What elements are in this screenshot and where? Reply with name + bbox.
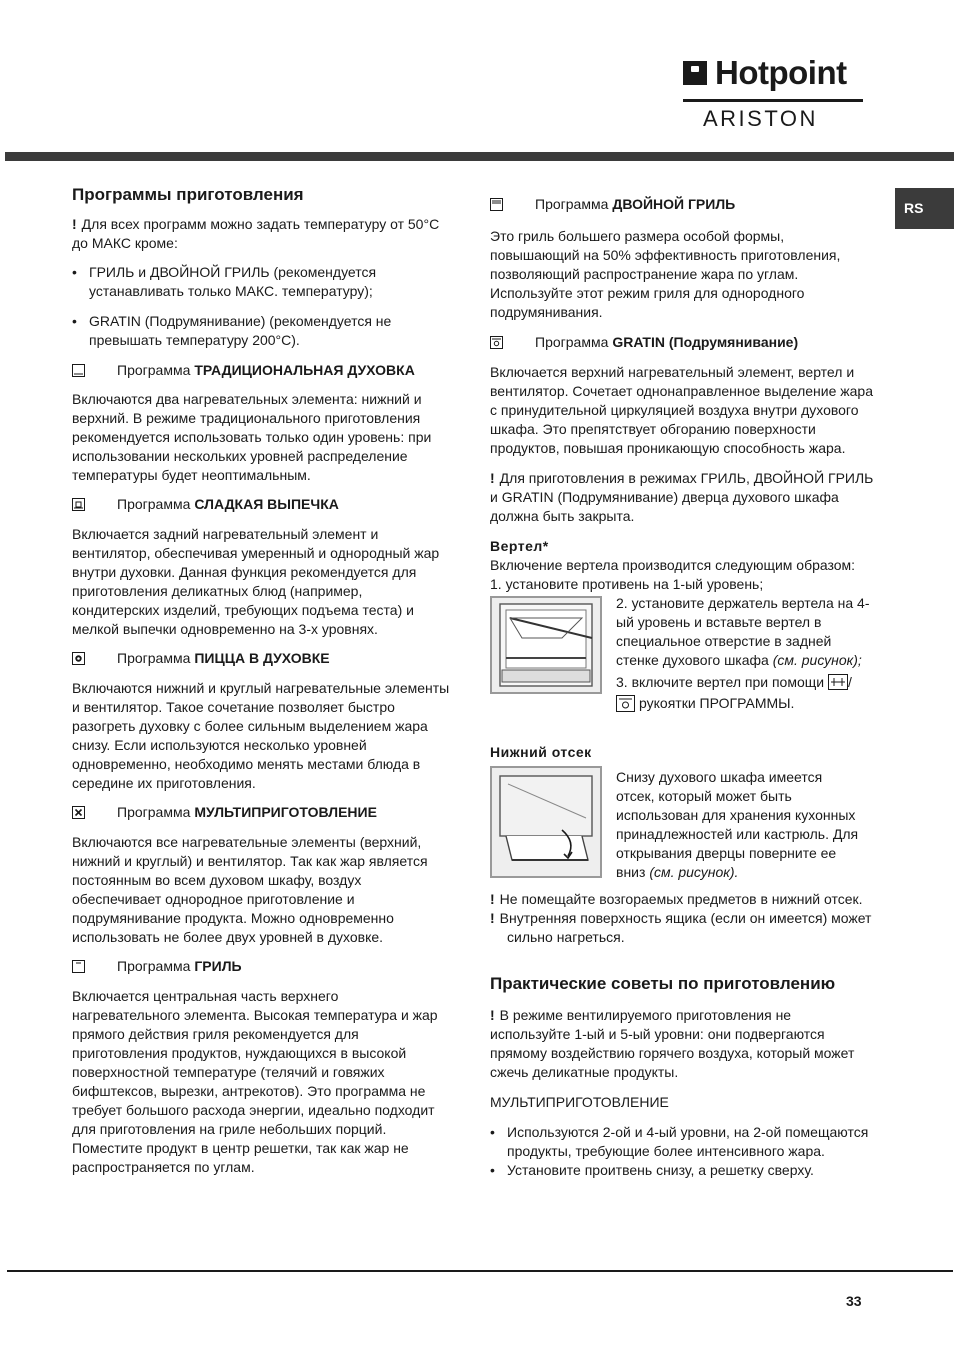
brand-name: Hotpoint <box>715 54 847 91</box>
page-number: 33 <box>846 1293 862 1309</box>
tips-list <box>490 1123 875 1180</box>
spit-step-2-line: специальное отверстие в задней <box>616 633 832 649</box>
spit-step-2-line: ый уровень и вставьте вертел в <box>616 614 822 630</box>
program-heading-pastry: Программа СЛАДКАЯ ВЫПЕЧКА <box>72 495 450 514</box>
gratin-icon <box>490 336 503 349</box>
note-drawer-hot: ! Внутренняя поверхность ящика (если он имеется) может сильно нагреться. <box>490 910 872 945</box>
logo-divider <box>683 99 863 102</box>
drawer-line: использован для хранения кухонных <box>616 807 856 823</box>
note-ventilated: ! В режиме вентилируемого приготовления не используйте 1-ый и 5-ый уровни: они подвергаются прямому воздействию горячего воздуха, который может сжечь деликатные продукты. <box>490 1007 855 1080</box>
program-text-pastry: Включается задний нагревательный элемент и вентилятор, обеспечивая умеренный и однородный жар внутри духовки. Данная функция рекомендуется для приготовления деликатных блюд (например, кондитерских изделий, требующих подъема теста) и мелкой выпечки одновременно на 3-х уровнях. <box>72 526 440 637</box>
drawer-line: вниз (см. рисунок). <box>616 864 739 880</box>
spit-intro: Включение вертела производится следующим образом: <box>490 557 856 573</box>
program-text-double-grill: Это гриль большего размера особой формы, повышающий на 50% эффективность приготовления, позволяющий распространение жара по углам. Используйте этот режим гриля для однородного подрумянивания. <box>490 228 841 320</box>
left-column <box>72 184 450 1177</box>
list-item: • Используются 2-ой и 4-ый уровни, на 2-ой помещаются продукты, требующие более интенсивного жара. <box>490 1123 875 1161</box>
section-title-programs: Программы приготовления <box>72 185 304 204</box>
right-column <box>490 195 875 1180</box>
program-heading-double-grill: Программа ДВОЙНОЙ ГРИЛЬ <box>490 195 875 214</box>
note-door-closed: ! Для приготовления в режимах ГРИЛЬ, ДВОЙНОЙ ГРИЛЬ и GRATIN (Подрумянивание) дверца духового шкафа должна быть закрыта. <box>490 470 874 524</box>
spit-steps <box>616 594 876 713</box>
spit-icon <box>828 674 848 690</box>
pizza-icon <box>72 652 85 665</box>
drawer-text <box>616 768 876 882</box>
list-item: • Установите проитвень снизу, а решетку сверху. <box>490 1161 875 1180</box>
double-grill-icon <box>490 198 503 211</box>
drawer-figure <box>490 766 602 878</box>
drawer-line: принадлежностей или кастрюль. Для <box>616 826 859 842</box>
program-text-traditional: Включаются два нагревательных элемента: нижний и верхний. В режиме традиционального приготовления рекомендуется использовать только один уровень: при использовании нескольких уровней распределение температуры будет неоптимальным. <box>72 391 432 483</box>
footer-rule <box>7 1270 953 1272</box>
spit-step-1: 1. установите противень на 1-ый уровень; <box>490 576 764 592</box>
note-drawer-flammable: ! Не помещайте возгораемых предметов в нижний отсек. <box>490 891 863 907</box>
drawer-section <box>490 764 875 890</box>
drawer-line: отсек, который может быть <box>616 788 792 804</box>
gratin-knob-icon <box>616 695 635 712</box>
spit-step-2-line: 2. установите держатель вертела на 4- <box>616 595 870 611</box>
list-item: • ГРИЛЬ и ДВОЙНОЙ ГРИЛЬ (рекомендуется устанавливать только МАКС. температуру); <box>72 263 450 301</box>
program-heading-gratin: Программа GRATIN (Подрумянивание) <box>490 333 875 352</box>
program-text-multicooking: Включаются все нагревательные элементы (верхний, нижний и круглый) и вентилятор. Так как жар является постоянным во всем духовом шкафу, воздух обеспечивает однородное приготовление и подрумянивание продукта. Можно одновременно использовать не более двух уровней в духовке. <box>72 834 428 945</box>
list-item: • GRATIN (Подрумянивание) (рекомендуется не превышать температуру 200°С). <box>72 312 450 350</box>
spit-title: Вертел* <box>490 538 549 554</box>
program-text-grill: Включается центральная часть верхнего нагревательного элемента. Высокая температура и жар прямого действия гриля рекомендуется для приготовления продуктов, нуждающихся в высокой поверхностной температуре (телячий и говяжих бифштексов, вырезки, антрекотов). Это программа не требует большого расхода энергии, идеально подходит для приготовления на гриле небольших порций. Поместите продукт в центр решетки, так как жар не распространяется по углам. <box>72 988 438 1175</box>
section-title-tips: Практические советы по приготовлению <box>490 974 836 993</box>
header-bar <box>5 152 954 161</box>
note-temperature: ! Для всех программ можно задать температуру от 50°С до МАКС кроме: <box>72 216 440 251</box>
program-heading-pizza: Программа ПИЦЦА В ДУХОВКЕ <box>72 649 450 668</box>
program-text-pizza: Включаются нижний и круглый нагревательные элементы и вентилятор. Такое сочетание позволяет быстро разогреть духовку с более сильным выделением жара снизу. Если используются несколько уровней одновременно, необходимо менять местами блюда в середине их приготовления. <box>72 680 450 791</box>
logo-mark-icon <box>683 61 707 85</box>
program-text-gratin: Включается верхний нагревательный элемент, вертел и вентилятор. Сочетает однонаправленное выделение жара с принудительной циркуляцией воздуха внутри духового шкафа. Это препятствует обгоранию поверхности продуктов, повышая проникающую способность жара. <box>490 364 873 456</box>
program-heading-multicooking: Программа МУЛЬТИПРИГОТОВЛЕНИЕ <box>72 803 450 822</box>
brand-subname: ARISTON <box>703 106 818 131</box>
traditional-oven-icon <box>72 364 85 377</box>
spit-step-3-tail: рукоятки ПРОГРАММЫ. <box>616 694 876 713</box>
language-tab: RS <box>895 188 954 229</box>
spit-step-2-line: стенке духового шкафа (см. рисунок); <box>616 652 862 668</box>
program-heading-traditional: Программа ТРАДИЦИОНАЛЬНАЯ ДУХОВКА <box>72 361 450 380</box>
program-heading-grill: Программа ГРИЛЬ <box>72 957 450 976</box>
pastry-icon <box>72 498 85 511</box>
grill-icon <box>72 960 85 973</box>
drawer-title: Нижний отсек <box>490 744 592 760</box>
drawer-line: Снизу духового шкафа имеется <box>616 769 823 785</box>
multicooking-icon <box>72 806 85 819</box>
spit-section <box>490 594 875 730</box>
spit-figure <box>490 596 602 694</box>
brand-logo <box>683 55 863 132</box>
spit-step-3: 3. включите вертел при помощи / <box>616 674 852 690</box>
drawer-line: открывания дверцы поверните ее <box>616 845 837 861</box>
exceptions-list <box>72 263 450 350</box>
tips-subtitle: МУЛЬТИПРИГОТОВЛЕНИЕ <box>490 1094 669 1110</box>
